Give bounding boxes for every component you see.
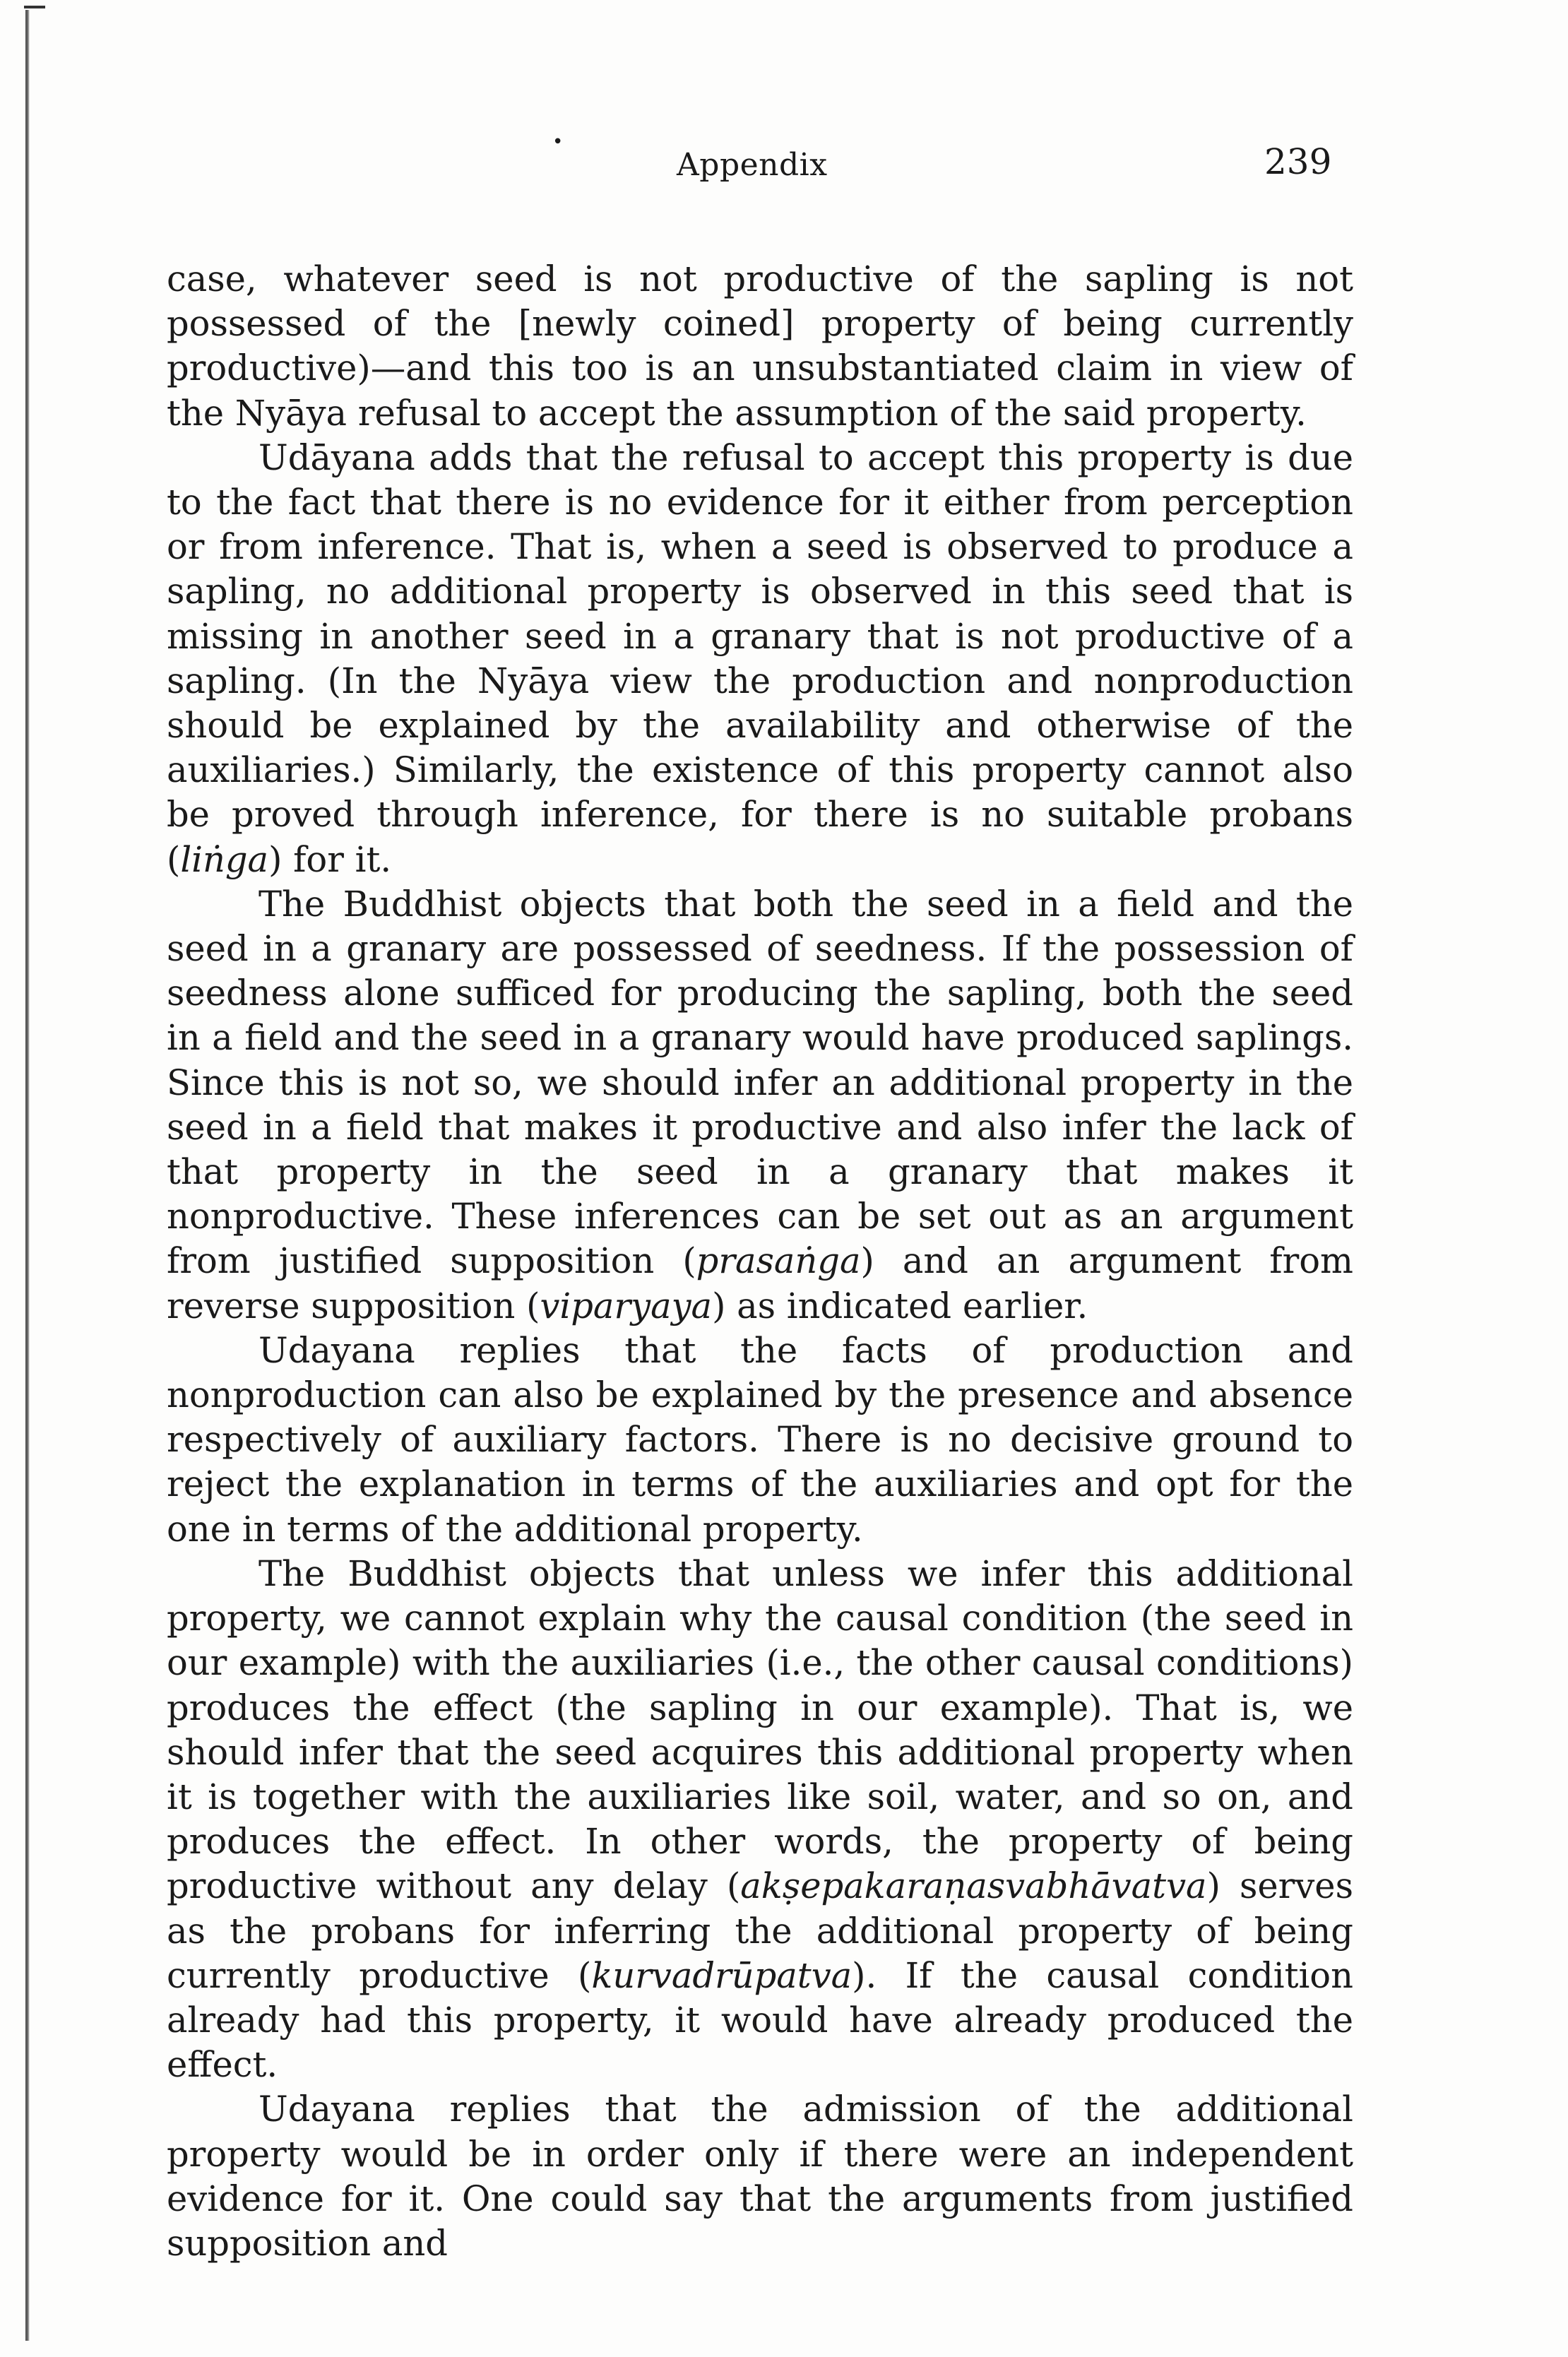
paragraph-5 [167,1552,1353,2087]
paragraph-text: Udāyana adds that the refusal to accept this property is due to the fact that there is no evidence for it either from perception or from inference. That is, when a seed is observed to produce a sapling, no additional property is observed in this seed that is missing in another seed in a granary that is not productive of a sapling. (In the Nyāya view the production and nonproduction should be explained by the availability and otherwise of the auxiliaries.) Similarly, the existence of this property cannot also be proved through inference, for there is no suitable probans ( [167,437,1353,880]
sanskrit-term: prasaṅga [696,1240,861,1282]
stray-mark: • [552,131,564,153]
sanskrit-term: liṅga [180,838,269,880]
paragraph-text: Udayana replies that the facts of production and nonproduction can also be explained by the presence and absence respectively of auxiliary factors. There is no decisive ground to reject the explanation in terms of the auxiliaries and opt for the one in terms of the additional property. [167,1329,1353,1550]
paragraph-text: Udayana replies that the admission of the additional property would be in order only if there were an independent evidence for it. One could say that the arguments from justified supposition and [167,2089,1353,2264]
paragraph-text: The Buddhist objects that unless we infer this additional property, we cannot explain why the causal condition (the seed in our example) with the auxiliaries (i.e., the other causal conditions) produces the effect (the sapling in our example). That is, we should infer that the seed acquires this additional property when it is together with the auxiliaries like soil, water, and so on, and produces the effect. In other words, the property of being productive without any delay ( [167,1552,1353,1907]
paragraph-text: ) serves as the probans for inferring the additional property of being currently productive ( [167,1865,1353,1996]
sanskrit-term: viparyaya [540,1285,713,1326]
paragraph-text: ). If the causal condition already had this property, it would have already produced the effect. [167,1954,1353,2086]
page-number: 239 [1264,141,1332,182]
paragraph-text: case, whatever seed is not productive of the sapling is not possessed of the [newly coined] property of being currently productive)—and this too is an unsubstantiated claim in view of the Nyāya refusal to accept the assumption of the said property. [167,259,1353,434]
paragraph-text: ) and an argument from reverse supposition ( [167,1240,1353,1326]
body-text [167,257,1353,2266]
sanskrit-term: akṣepakaraṇasvabhāvatva [740,1865,1207,1907]
binding-edge-line [25,10,30,2341]
paragraph-text: ) as indicated earlier. [712,1285,1088,1326]
paragraph-3 [167,882,1353,1329]
paragraph-text: The Buddhist objects that both the seed in a field and the seed in a granary are possessed of seedness. If the possession of seedness alone sufficed for producing the sapling, both the seed in a field and the seed in a granary would have produced saplings. Since this is not so, we should infer an additional property in the seed in a field that makes it productive and also infer the lack of that property in the seed in a granary that makes it nonproductive. These inferences can be set out as an argument from justified supposition ( [167,883,1353,1282]
paragraph-4 [167,1329,1353,1552]
paragraph-6 [167,2087,1353,2266]
paragraph-2 [167,436,1353,882]
paragraph-text: ) for it. [268,838,392,880]
running-title: Appendix [677,147,828,183]
paragraph-1 [167,257,1353,436]
sanskrit-term: kurvadrūpatva [591,1954,853,1996]
binding-edge-tick [24,6,45,8]
